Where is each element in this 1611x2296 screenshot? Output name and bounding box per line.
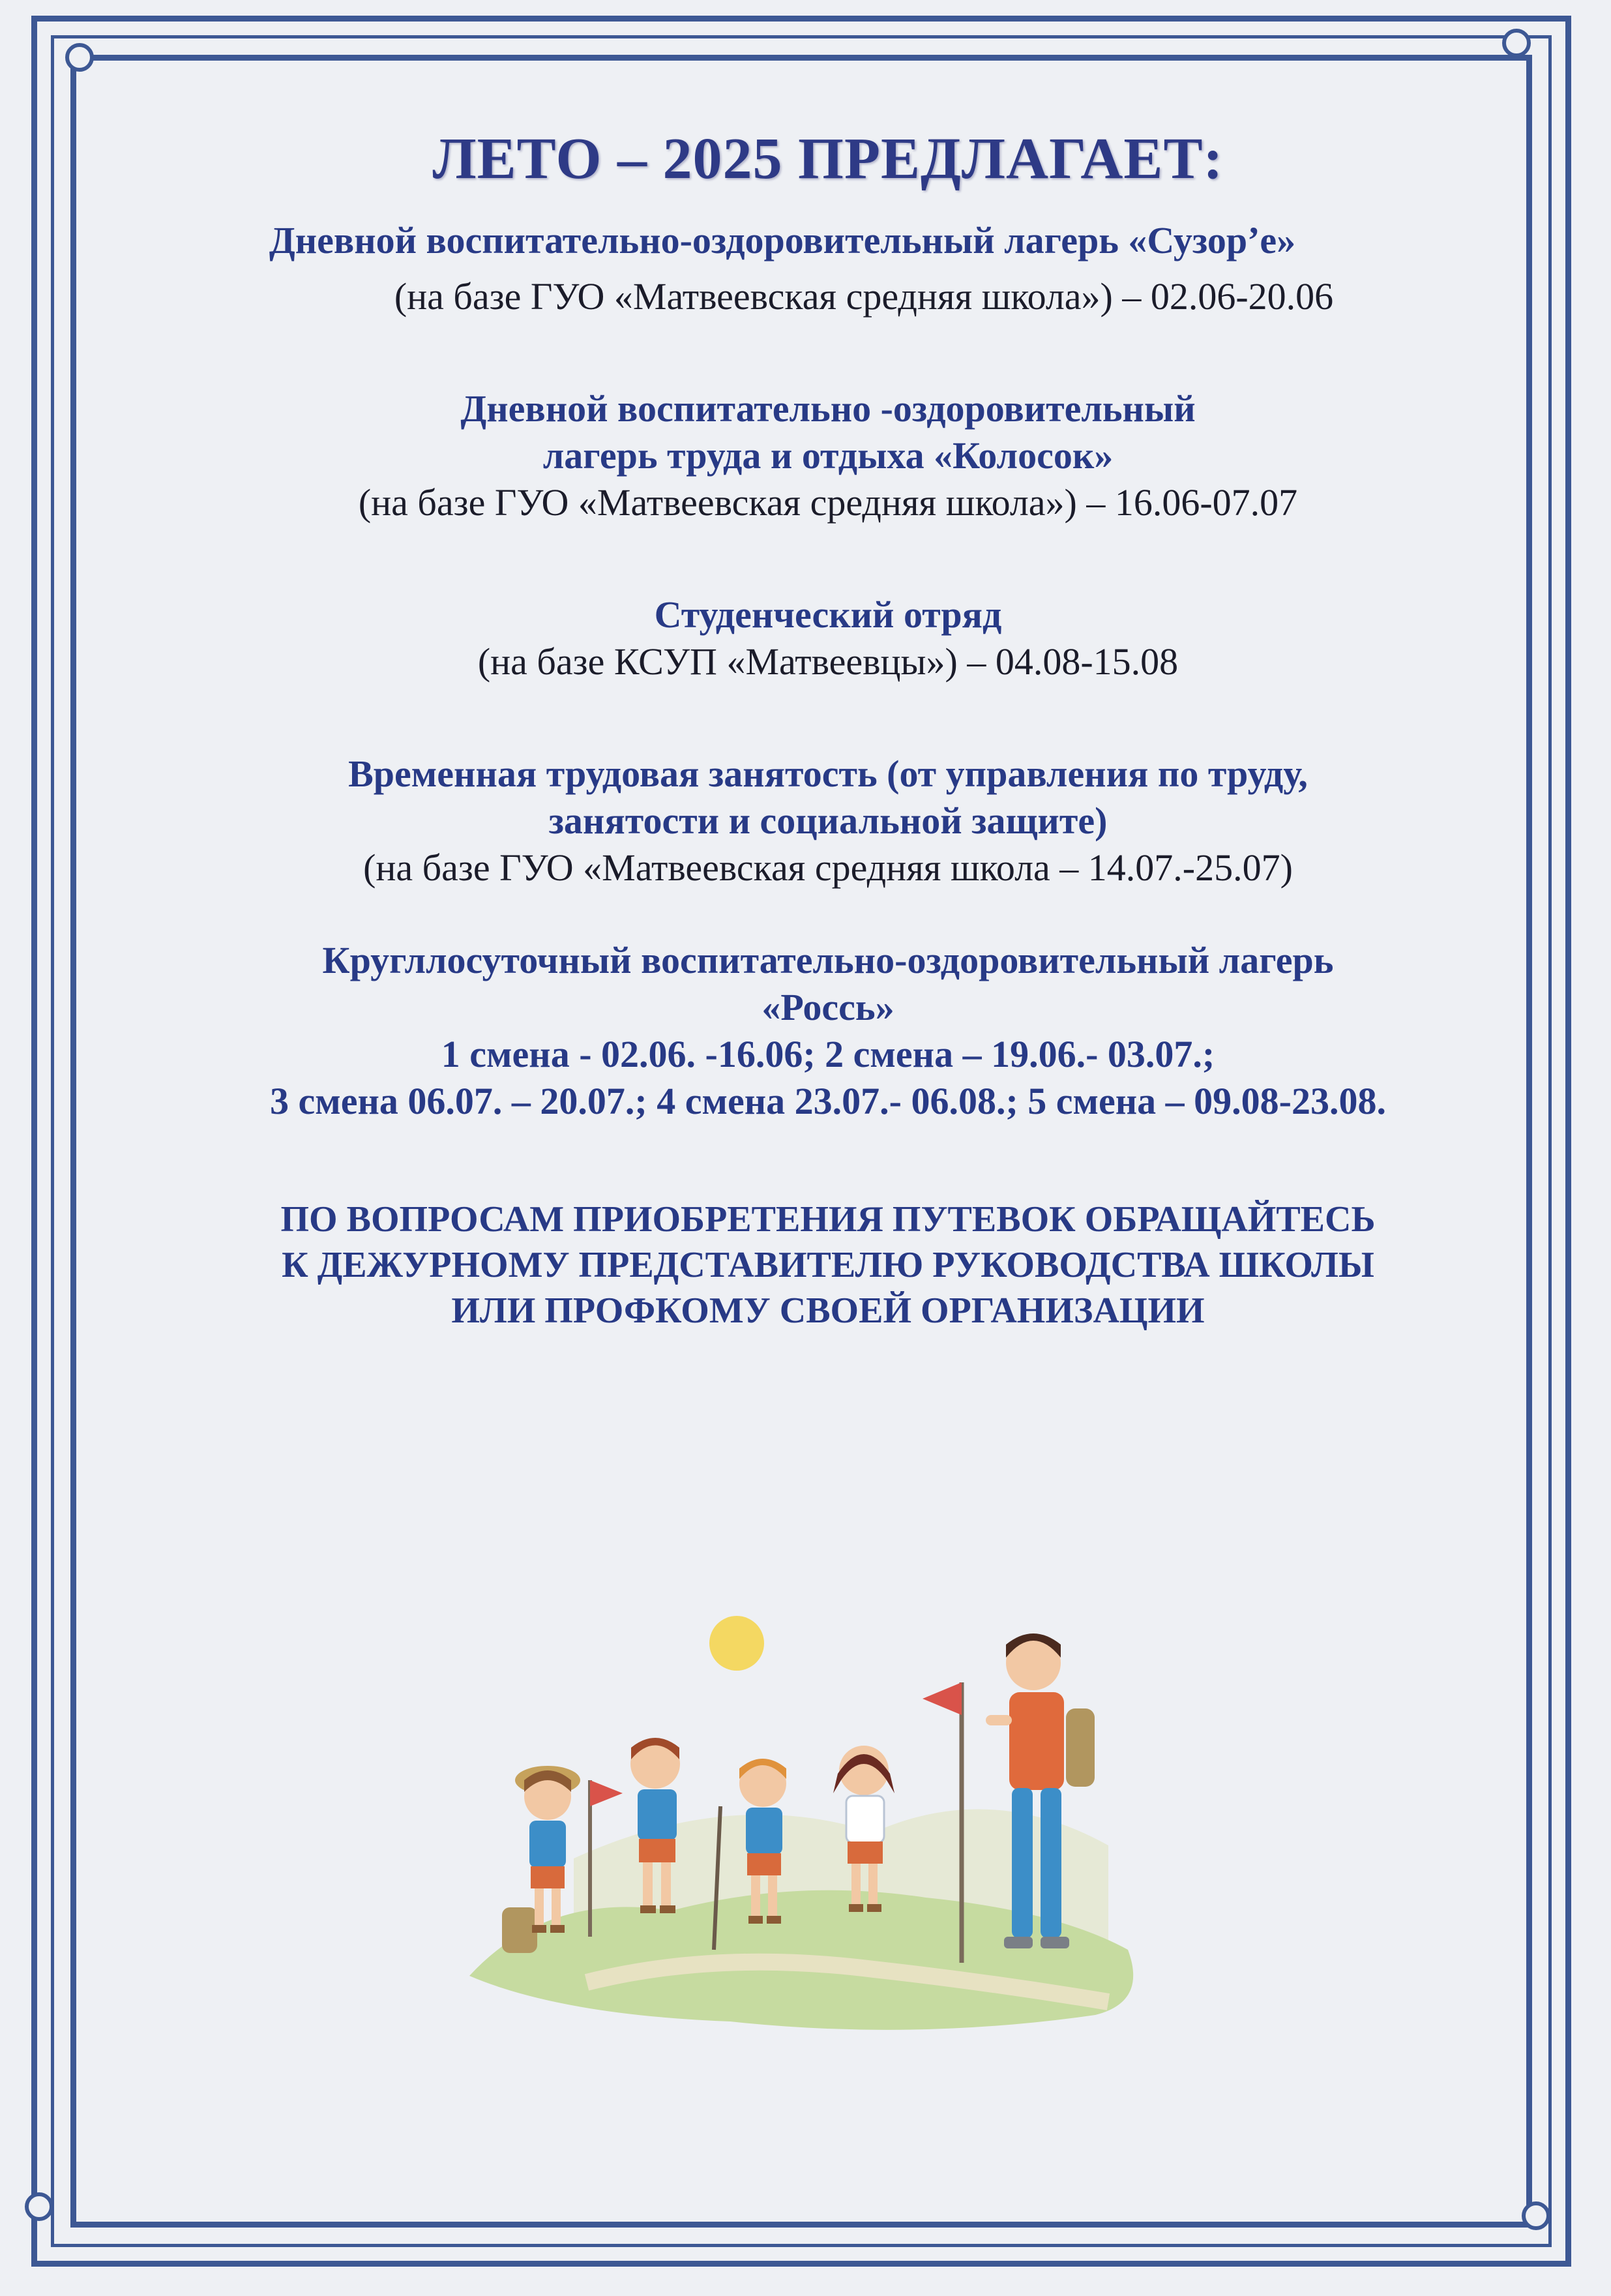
camp-name-line2: лагерь труда и отдыха «Колосок» (542, 434, 1114, 477)
camp-ross (117, 937, 1539, 1125)
corner-circle-icon (1502, 29, 1531, 57)
contact-line3: ИЛИ ПРОФКОМУ СВОЕЙ ОРГАНИЗАЦИИ (451, 1290, 1205, 1331)
poster-title: ЛЕТО – 2025 ПРЕДЛАГАЕТ: (432, 127, 1224, 191)
camp-kolosok (117, 385, 1539, 526)
contact-line2: К ДЕЖУРНОМУ ПРЕДСТАВИТЕЛЮ РУКОВОДСТВА ШКОЛЫ (282, 1245, 1374, 1285)
camp-details: (на базе ГУО «Матвеевская средняя школа») – 02.06-20.06 (394, 275, 1334, 318)
camp-details: (на базе КСУП «Матвеевцы») – 04.08-15.08 (477, 640, 1179, 683)
corner-circle-icon (65, 43, 94, 72)
camp-shifts-line2: 3 смена 06.07. – 20.07.; 4 смена 23.07.- 06.08.; 5 смена – 09.08-23.08. (270, 1080, 1386, 1122)
camp-name: Дневной воспитательно-оздоровительный лагерь «Сузор’е» (269, 219, 1296, 261)
camp-name-line1: Кругллосуточный воспитательно-оздоровительный лагерь (322, 939, 1334, 981)
camp-name-line1: Временная трудовая занятость (от управления по труду, (348, 753, 1308, 795)
camp-details: (на базе ГУО «Матвеевская средняя школа») – 16.06-07.07 (358, 481, 1298, 524)
poster-content (117, 98, 1539, 1334)
student-squad (117, 591, 1539, 685)
contact-notice (117, 1197, 1539, 1334)
camp-details: (на базе ГУО «Матвеевская средняя школа – 14.07.-25.07) (363, 846, 1293, 889)
corner-circle-icon (1522, 2201, 1550, 2230)
temporary-employment (117, 751, 1539, 891)
camp-name: Студенческий отряд (654, 593, 1002, 636)
flag-icon (923, 1682, 962, 1715)
backpack-icon (502, 1907, 537, 1953)
camp-shifts-line1: 1 смена - 02.06. -16.06; 2 смена – 19.06.- 03.07.; (441, 1033, 1215, 1075)
flag-icon (590, 1780, 623, 1806)
hiking-children-illustration (456, 1585, 1174, 2041)
camp-name-line1: Дневной воспитательно -оздоровительный (460, 387, 1196, 430)
corner-circle-icon (25, 2192, 53, 2221)
camp-name-line2: занятости и социальной защите) (548, 799, 1108, 842)
camp-suzorye (117, 217, 1539, 320)
camp-name-line2: «Россь» (761, 986, 894, 1028)
contact-line1: ПО ВОПРОСАМ ПРИОБРЕТЕНИЯ ПУТЕВОК ОБРАЩАЙТЕСЬ (280, 1199, 1376, 1240)
sun-icon (709, 1616, 764, 1671)
